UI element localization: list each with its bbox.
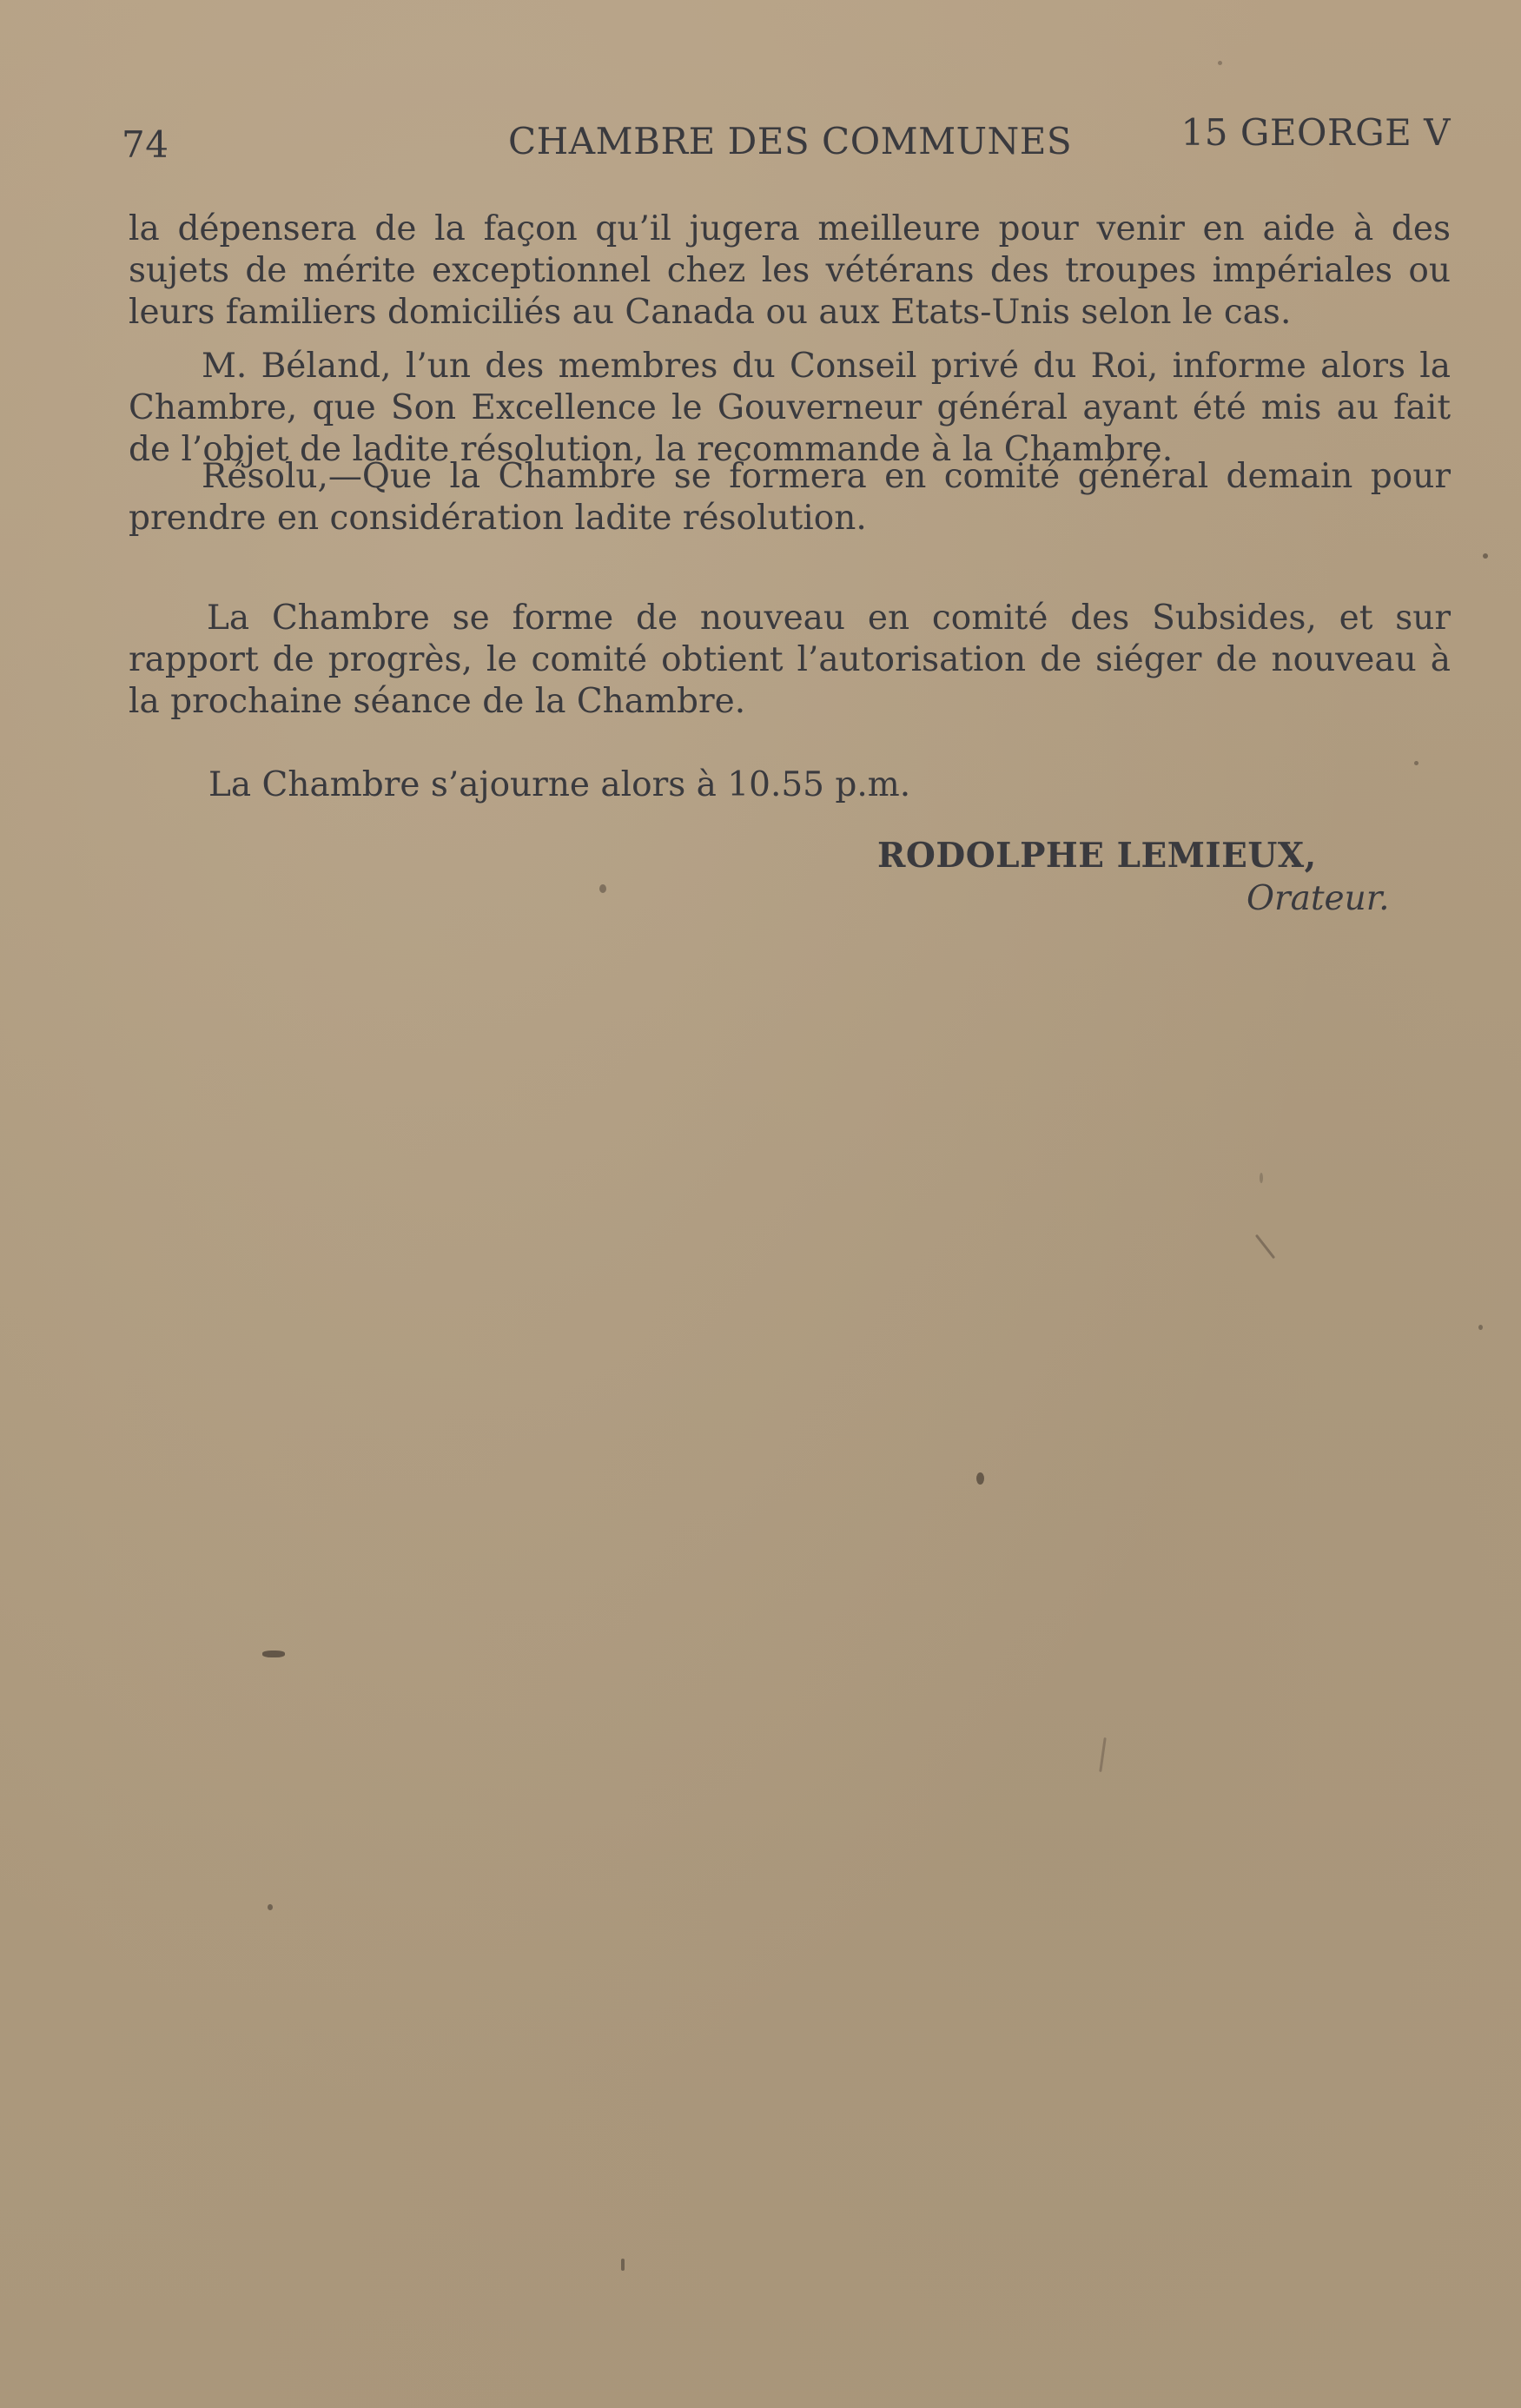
paper-speck [268,1904,273,1910]
speaker-title: Orateur. [1247,879,1390,918]
paper-speck [976,1472,984,1485]
paragraph-beland: M. Béland, l’un des membres du Conseil privé du Roi, informe alors la Chambre, que Son Excellence le Gouverneur général ayant été mis au fait de l’objet de ladite résolution, la recommande à la Chambre. [129,347,1451,469]
paper-speck [1099,1737,1107,1772]
paper-speck [599,884,606,893]
paragraph-subsides: La Chambre se forme de nouveau en comité des Subsides, et sur rapport de progrès, le comité obtient l’autorisation de siéger de nouveau à la prochaine séance de la Chambre. [129,599,1451,721]
paper-speck [1478,1325,1483,1330]
session-label: 15 GEORGE V [1180,111,1451,154]
paper-speck [621,2259,625,2271]
paragraph-adjournment: La Chambre s’ajourne alors à 10.55 p.m. [208,765,911,804]
paper-speck [1483,553,1488,559]
page-header [122,111,1451,166]
paragraph-continuation: la dépensera de la façon qu’il jugera meilleure pour venir en aide à des sujets de mérite exceptionnel chez les vétérans des troupes impériales ou leurs familiers domiciliés au Canada ou aux Etats-Unis selon le cas. [129,209,1451,332]
signature-block [877,834,1399,921]
paper-speck [262,1651,285,1657]
paper-speck [1218,61,1222,65]
running-title: CHAMBRE DES COMMUNES [508,120,1073,162]
paper-speck [1260,1173,1263,1183]
paragraph-resolu: Résolu,—Que la Chambre se formera en comité général demain pour prendre en considération ladite résolution. [129,457,1451,538]
page-number: 74 [122,123,169,166]
speaker-name: RODOLPHE LEMIEUX, [877,836,1317,876]
paper-speck [1255,1234,1275,1260]
paper-speck [1414,761,1418,765]
